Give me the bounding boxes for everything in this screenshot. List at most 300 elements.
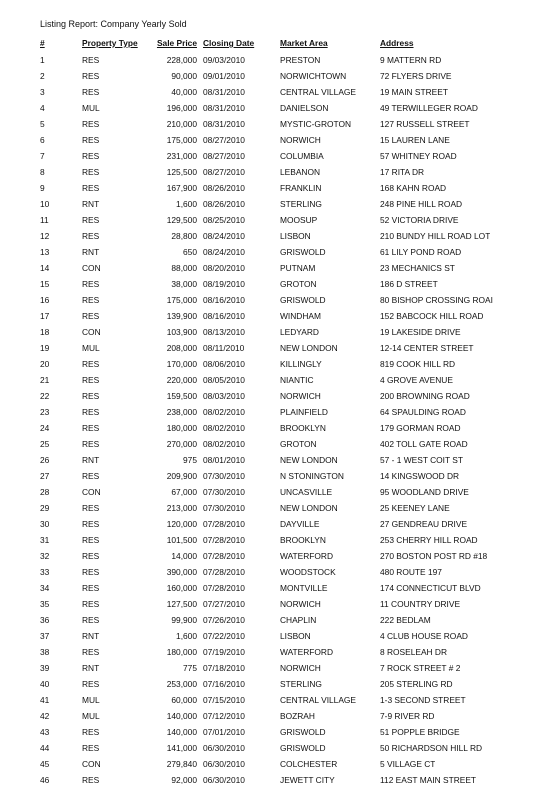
table-row xyxy=(0,343,559,359)
cell-closing-date: 09/01/2010 xyxy=(203,71,245,81)
cell-market-area: MOOSUP xyxy=(280,215,318,225)
cell-num: 43 xyxy=(40,727,50,737)
cell-num: 36 xyxy=(40,615,50,625)
cell-address: 51 POPPLE BRIDGE xyxy=(380,727,460,737)
cell-num: 7 xyxy=(40,151,45,161)
cell-market-area: NORWICH xyxy=(280,599,321,609)
cell-address: 248 PINE HILL ROAD xyxy=(380,199,463,209)
cell-num: 31 xyxy=(40,535,50,545)
cell-market-area: N STONINGTON xyxy=(280,471,344,481)
table-row xyxy=(0,135,559,151)
cell-property-type: RES xyxy=(82,679,100,689)
cell-num: 10 xyxy=(40,199,50,209)
cell-property-type: RES xyxy=(82,391,100,401)
cell-num: 23 xyxy=(40,407,50,417)
table-row xyxy=(0,663,559,679)
header-address: Address xyxy=(380,38,414,48)
cell-num: 38 xyxy=(40,647,50,657)
cell-num: 46 xyxy=(40,775,50,785)
cell-market-area: WATERFORD xyxy=(280,647,334,657)
cell-market-area: DAYVILLE xyxy=(280,519,320,529)
cell-address: 95 WOODLAND DRIVE xyxy=(380,487,469,497)
cell-property-type: RES xyxy=(82,183,100,193)
cell-closing-date: 08/31/2010 xyxy=(203,87,245,97)
cell-property-type: RES xyxy=(82,215,100,225)
cell-closing-date: 08/01/2010 xyxy=(203,455,245,465)
cell-market-area: STERLING xyxy=(280,199,322,209)
cell-address: 174 CONNECTICUT BLVD xyxy=(380,583,481,593)
table-row xyxy=(0,599,559,615)
table-row xyxy=(0,151,559,167)
cell-market-area: NIANTIC xyxy=(280,375,314,385)
cell-market-area: FRANKLIN xyxy=(280,183,322,193)
cell-property-type: RES xyxy=(82,439,100,449)
cell-num: 19 xyxy=(40,343,50,353)
cell-property-type: RES xyxy=(82,407,100,417)
cell-closing-date: 08/02/2010 xyxy=(203,423,245,433)
cell-num: 37 xyxy=(40,631,50,641)
cell-property-type: RES xyxy=(82,279,100,289)
cell-property-type: CON xyxy=(82,759,101,769)
cell-closing-date: 08/25/2010 xyxy=(203,215,245,225)
table-row xyxy=(0,295,559,311)
cell-num: 35 xyxy=(40,599,50,609)
cell-sale-price: 196,000 xyxy=(166,103,197,113)
table-row xyxy=(0,311,559,327)
cell-address: 64 SPAULDING ROAD xyxy=(380,407,466,417)
header-closing-date: Closing Date xyxy=(203,38,255,48)
cell-sale-price: 90,000 xyxy=(171,71,197,81)
cell-closing-date: 08/03/2010 xyxy=(203,391,245,401)
cell-closing-date: 08/27/2010 xyxy=(203,167,245,177)
cell-sale-price: 127,500 xyxy=(166,599,197,609)
cell-num: 41 xyxy=(40,695,50,705)
cell-closing-date: 07/28/2010 xyxy=(203,535,245,545)
cell-property-type: RES xyxy=(82,567,100,577)
cell-property-type: RES xyxy=(82,423,100,433)
cell-sale-price: 180,000 xyxy=(166,647,197,657)
cell-sale-price: 220,000 xyxy=(166,375,197,385)
cell-address: 12-14 CENTER STREET xyxy=(380,343,474,353)
table-row xyxy=(0,55,559,71)
table-row xyxy=(0,279,559,295)
cell-market-area: PLAINFIELD xyxy=(280,407,328,417)
cell-closing-date: 07/19/2010 xyxy=(203,647,245,657)
cell-num: 15 xyxy=(40,279,50,289)
cell-address: 80 BISHOP CROSSING ROAI xyxy=(380,295,493,305)
cell-closing-date: 08/26/2010 xyxy=(203,199,245,209)
table-row xyxy=(0,471,559,487)
cell-market-area: WATERFORD xyxy=(280,551,334,561)
table-row xyxy=(0,439,559,455)
cell-sale-price: 213,000 xyxy=(166,503,197,513)
cell-closing-date: 07/28/2010 xyxy=(203,567,245,577)
cell-num: 13 xyxy=(40,247,50,257)
cell-closing-date: 08/27/2010 xyxy=(203,135,245,145)
cell-sale-price: 160,000 xyxy=(166,583,197,593)
cell-closing-date: 08/19/2010 xyxy=(203,279,245,289)
cell-address: 61 LILY POND ROAD xyxy=(380,247,462,257)
cell-property-type: RES xyxy=(82,647,100,657)
cell-property-type: RNT xyxy=(82,631,100,641)
cell-address: 4 GROVE AVENUE xyxy=(380,375,453,385)
cell-market-area: LEBANON xyxy=(280,167,321,177)
cell-num: 20 xyxy=(40,359,50,369)
cell-property-type: RES xyxy=(82,295,100,305)
cell-num: 32 xyxy=(40,551,50,561)
header-sale-price: Sale Price xyxy=(156,38,197,48)
cell-market-area: LISBON xyxy=(280,231,311,241)
cell-address: 270 BOSTON POST RD #18 xyxy=(380,551,488,561)
cell-sale-price: 140,000 xyxy=(166,711,197,721)
cell-property-type: RES xyxy=(82,519,100,529)
cell-property-type: RES xyxy=(82,727,100,737)
cell-closing-date: 08/11/2010 xyxy=(203,343,245,353)
table-row xyxy=(0,775,559,791)
cell-property-type: RES xyxy=(82,87,100,97)
cell-property-type: RES xyxy=(82,71,100,81)
cell-num: 25 xyxy=(40,439,50,449)
cell-sale-price: 1,600 xyxy=(176,631,197,641)
cell-closing-date: 08/16/2010 xyxy=(203,311,245,321)
cell-market-area: STERLING xyxy=(280,679,322,689)
cell-address: 19 MAIN STREET xyxy=(380,87,448,97)
table-row xyxy=(0,247,559,263)
cell-property-type: RES xyxy=(82,599,100,609)
cell-num: 16 xyxy=(40,295,50,305)
cell-property-type: MUL xyxy=(82,711,100,721)
cell-property-type: RES xyxy=(82,359,100,369)
cell-sale-price: 67,000 xyxy=(171,487,197,497)
cell-sale-price: 975 xyxy=(183,455,197,465)
cell-market-area: UNCASVILLE xyxy=(280,487,333,497)
cell-sale-price: 120,000 xyxy=(166,519,197,529)
cell-property-type: RNT xyxy=(82,199,100,209)
cell-address: 23 MECHANICS ST xyxy=(380,263,455,273)
cell-closing-date: 08/02/2010 xyxy=(203,407,245,417)
cell-market-area: GROTON xyxy=(280,439,317,449)
cell-num: 3 xyxy=(40,87,45,97)
cell-sale-price: 88,000 xyxy=(171,263,197,273)
table-row xyxy=(0,375,559,391)
cell-address: 1-3 SECOND STREET xyxy=(380,695,466,705)
table-row xyxy=(0,455,559,471)
cell-market-area: GRISWOLD xyxy=(280,247,326,257)
cell-num: 14 xyxy=(40,263,50,273)
table-row xyxy=(0,535,559,551)
cell-address: 168 KAHN ROAD xyxy=(380,183,447,193)
cell-property-type: RES xyxy=(82,135,100,145)
cell-closing-date: 08/24/2010 xyxy=(203,247,245,257)
cell-sale-price: 270,000 xyxy=(166,439,197,449)
cell-property-type: RES xyxy=(82,503,100,513)
cell-market-area: COLCHESTER xyxy=(280,759,338,769)
cell-closing-date: 07/30/2010 xyxy=(203,471,245,481)
cell-market-area: WOODSTOCK xyxy=(280,567,336,577)
cell-sale-price: 92,000 xyxy=(171,775,197,785)
cell-num: 12 xyxy=(40,231,50,241)
table-row xyxy=(0,583,559,599)
cell-sale-price: 228,000 xyxy=(166,55,197,65)
cell-sale-price: 139,900 xyxy=(166,311,197,321)
cell-market-area: CHAPLIN xyxy=(280,615,317,625)
cell-property-type: RES xyxy=(82,375,100,385)
report-title: Listing Report: Company Yearly Sold xyxy=(40,19,187,29)
cell-num: 9 xyxy=(40,183,45,193)
cell-address: 57 WHITNEY ROAD xyxy=(380,151,457,161)
cell-sale-price: 14,000 xyxy=(171,551,197,561)
cell-address: 200 BROWNING ROAD xyxy=(380,391,470,401)
cell-closing-date: 07/01/2010 xyxy=(203,727,245,737)
cell-address: 52 VICTORIA DRIVE xyxy=(380,215,459,225)
table-row xyxy=(0,183,559,199)
cell-market-area: GRISWOLD xyxy=(280,295,326,305)
cell-market-area: PUTNAM xyxy=(280,263,316,273)
cell-sale-price: 38,000 xyxy=(171,279,197,289)
cell-address: 186 D STREET xyxy=(380,279,438,289)
cell-closing-date: 08/31/2010 xyxy=(203,119,245,129)
cell-address: 49 TERWILLEGER ROAD xyxy=(380,103,478,113)
cell-num: 45 xyxy=(40,759,50,769)
table-row xyxy=(0,327,559,343)
table-row xyxy=(0,167,559,183)
cell-sale-price: 125,500 xyxy=(166,167,197,177)
cell-num: 26 xyxy=(40,455,50,465)
table-row xyxy=(0,743,559,759)
cell-closing-date: 07/12/2010 xyxy=(203,711,245,721)
cell-address: 127 RUSSELL STREET xyxy=(380,119,470,129)
table-row xyxy=(0,519,559,535)
cell-property-type: RES xyxy=(82,151,100,161)
cell-closing-date: 08/16/2010 xyxy=(203,295,245,305)
cell-address: 7-9 RIVER RD xyxy=(380,711,435,721)
cell-address: 9 MATTERN RD xyxy=(380,55,442,65)
cell-sale-price: 209,900 xyxy=(166,471,197,481)
cell-num: 8 xyxy=(40,167,45,177)
cell-address: 17 RITA DR xyxy=(380,167,425,177)
cell-property-type: RES xyxy=(82,167,100,177)
table-row xyxy=(0,567,559,583)
table-row xyxy=(0,487,559,503)
table-row xyxy=(0,119,559,135)
table-row xyxy=(0,759,559,775)
cell-address: 179 GORMAN ROAD xyxy=(380,423,461,433)
table-row xyxy=(0,199,559,215)
cell-closing-date: 07/27/2010 xyxy=(203,599,245,609)
cell-market-area: LEDYARD xyxy=(280,327,319,337)
cell-market-area: LISBON xyxy=(280,631,311,641)
cell-num: 17 xyxy=(40,311,50,321)
cell-sale-price: 140,000 xyxy=(166,727,197,737)
cell-market-area: NORWICH xyxy=(280,135,321,145)
cell-property-type: RES xyxy=(82,615,100,625)
cell-market-area: GROTON xyxy=(280,279,317,289)
cell-sale-price: 253,000 xyxy=(166,679,197,689)
cell-sale-price: 175,000 xyxy=(166,295,197,305)
cell-closing-date: 08/05/2010 xyxy=(203,375,245,385)
cell-market-area: MONTVILLE xyxy=(280,583,328,593)
cell-property-type: RNT xyxy=(82,247,100,257)
cell-num: 34 xyxy=(40,583,50,593)
cell-market-area: KILLINGLY xyxy=(280,359,322,369)
cell-closing-date: 08/24/2010 xyxy=(203,231,245,241)
cell-sale-price: 101,500 xyxy=(166,535,197,545)
cell-market-area: MYSTIC-GROTON xyxy=(280,119,352,129)
table-row xyxy=(0,215,559,231)
cell-market-area: PRESTON xyxy=(280,55,321,65)
cell-property-type: RES xyxy=(82,535,100,545)
header-property-type: Property Type xyxy=(82,38,138,48)
cell-sale-price: 159,500 xyxy=(166,391,197,401)
cell-market-area: JEWETT CITY xyxy=(280,775,335,785)
cell-market-area: WINDHAM xyxy=(280,311,321,321)
cell-property-type: RES xyxy=(82,311,100,321)
cell-market-area: GRISWOLD xyxy=(280,743,326,753)
cell-market-area: NEW LONDON xyxy=(280,343,338,353)
cell-closing-date: 06/30/2010 xyxy=(203,743,245,753)
cell-market-area: NEW LONDON xyxy=(280,503,338,513)
table-row xyxy=(0,679,559,695)
cell-sale-price: 180,000 xyxy=(166,423,197,433)
cell-property-type: RES xyxy=(82,471,100,481)
cell-sale-price: 775 xyxy=(183,663,197,673)
cell-closing-date: 07/26/2010 xyxy=(203,615,245,625)
cell-address: 50 RICHARDSON HILL RD xyxy=(380,743,483,753)
cell-sale-price: 103,900 xyxy=(166,327,197,337)
cell-address: 205 STERLING RD xyxy=(380,679,453,689)
table-row xyxy=(0,423,559,439)
cell-closing-date: 08/26/2010 xyxy=(203,183,245,193)
cell-sale-price: 279,840 xyxy=(166,759,197,769)
cell-num: 28 xyxy=(40,487,50,497)
table-row xyxy=(0,231,559,247)
cell-sale-price: 167,900 xyxy=(166,183,197,193)
cell-market-area: COLUMBIA xyxy=(280,151,324,161)
cell-address: 72 FLYERS DRIVE xyxy=(380,71,452,81)
cell-num: 21 xyxy=(40,375,50,385)
cell-num: 40 xyxy=(40,679,50,689)
cell-address: 57 - 1 WEST COIT ST xyxy=(380,455,463,465)
table-row xyxy=(0,263,559,279)
header-market-area: Market Area xyxy=(280,38,328,48)
table-row xyxy=(0,407,559,423)
cell-closing-date: 07/30/2010 xyxy=(203,503,245,513)
cell-closing-date: 07/15/2010 xyxy=(203,695,245,705)
cell-property-type: RES xyxy=(82,551,100,561)
cell-num: 5 xyxy=(40,119,45,129)
cell-market-area: NORWICHTOWN xyxy=(280,71,347,81)
cell-address: 222 BEDLAM xyxy=(380,615,431,625)
cell-sale-price: 1,600 xyxy=(176,199,197,209)
cell-address: 25 KEENEY LANE xyxy=(380,503,450,513)
cell-closing-date: 07/30/2010 xyxy=(203,487,245,497)
cell-num: 39 xyxy=(40,663,50,673)
cell-num: 6 xyxy=(40,135,45,145)
cell-property-type: MUL xyxy=(82,343,100,353)
cell-closing-date: 06/30/2010 xyxy=(203,775,245,785)
cell-address: 210 BUNDY HILL ROAD LOT xyxy=(380,231,491,241)
cell-address: 14 KINGSWOOD DR xyxy=(380,471,460,481)
cell-property-type: MUL xyxy=(82,695,100,705)
cell-num: 30 xyxy=(40,519,50,529)
table-row xyxy=(0,503,559,519)
cell-property-type: RNT xyxy=(82,663,100,673)
cell-address: 27 GENDREAU DRIVE xyxy=(380,519,468,529)
cell-sale-price: 141,000 xyxy=(166,743,197,753)
table-header xyxy=(0,38,559,50)
cell-num: 33 xyxy=(40,567,50,577)
cell-market-area: NORWICH xyxy=(280,663,321,673)
cell-closing-date: 07/28/2010 xyxy=(203,519,245,529)
cell-address: 4 CLUB HOUSE ROAD xyxy=(380,631,468,641)
cell-sale-price: 231,000 xyxy=(166,151,197,161)
table-row xyxy=(0,71,559,87)
cell-sale-price: 28,800 xyxy=(171,231,197,241)
cell-property-type: RES xyxy=(82,743,100,753)
cell-closing-date: 08/27/2010 xyxy=(203,151,245,161)
cell-address: 5 VILLAGE CT xyxy=(380,759,436,769)
cell-sale-price: 210,000 xyxy=(166,119,197,129)
cell-sale-price: 129,500 xyxy=(166,215,197,225)
table-row xyxy=(0,615,559,631)
table-row xyxy=(0,551,559,567)
table-row xyxy=(0,103,559,119)
cell-closing-date: 08/02/2010 xyxy=(203,439,245,449)
cell-closing-date: 07/18/2010 xyxy=(203,663,245,673)
cell-address: 253 CHERRY HILL ROAD xyxy=(380,535,478,545)
cell-num: 22 xyxy=(40,391,50,401)
cell-market-area: BROOKLYN xyxy=(280,535,326,545)
cell-property-type: RNT xyxy=(82,455,100,465)
table-row xyxy=(0,695,559,711)
table-row xyxy=(0,631,559,647)
table-row xyxy=(0,711,559,727)
cell-sale-price: 170,000 xyxy=(166,359,197,369)
cell-num: 1 xyxy=(40,55,45,65)
cell-address: 112 EAST MAIN STREET xyxy=(380,775,477,785)
cell-sale-price: 175,000 xyxy=(166,135,197,145)
table-row xyxy=(0,391,559,407)
cell-address: 152 BABCOCK HILL ROAD xyxy=(380,311,484,321)
listing-table-body xyxy=(0,55,559,791)
cell-sale-price: 60,000 xyxy=(171,695,197,705)
cell-closing-date: 08/31/2010 xyxy=(203,103,245,113)
cell-closing-date: 08/20/2010 xyxy=(203,263,245,273)
table-row xyxy=(0,87,559,103)
cell-property-type: RES xyxy=(82,55,100,65)
cell-num: 4 xyxy=(40,103,45,113)
cell-sale-price: 238,000 xyxy=(166,407,197,417)
cell-sale-price: 40,000 xyxy=(171,87,197,97)
cell-market-area: BOZRAH xyxy=(280,711,315,721)
cell-address: 15 LAUREN LANE xyxy=(380,135,450,145)
cell-num: 11 xyxy=(40,215,49,225)
cell-num: 44 xyxy=(40,743,50,753)
cell-num: 27 xyxy=(40,471,50,481)
cell-address: 480 ROUTE 197 xyxy=(380,567,442,577)
cell-property-type: RES xyxy=(82,119,100,129)
cell-market-area: CENTRAL VILLAGE xyxy=(280,87,357,97)
cell-market-area: GRISWOLD xyxy=(280,727,326,737)
cell-property-type: CON xyxy=(82,263,101,273)
cell-closing-date: 07/22/2010 xyxy=(203,631,245,641)
cell-property-type: RES xyxy=(82,583,100,593)
cell-market-area: BROOKLYN xyxy=(280,423,326,433)
cell-address: 402 TOLL GATE ROAD xyxy=(380,439,468,449)
cell-sale-price: 99,900 xyxy=(171,615,197,625)
cell-market-area: NEW LONDON xyxy=(280,455,338,465)
cell-market-area: DANIELSON xyxy=(280,103,329,113)
